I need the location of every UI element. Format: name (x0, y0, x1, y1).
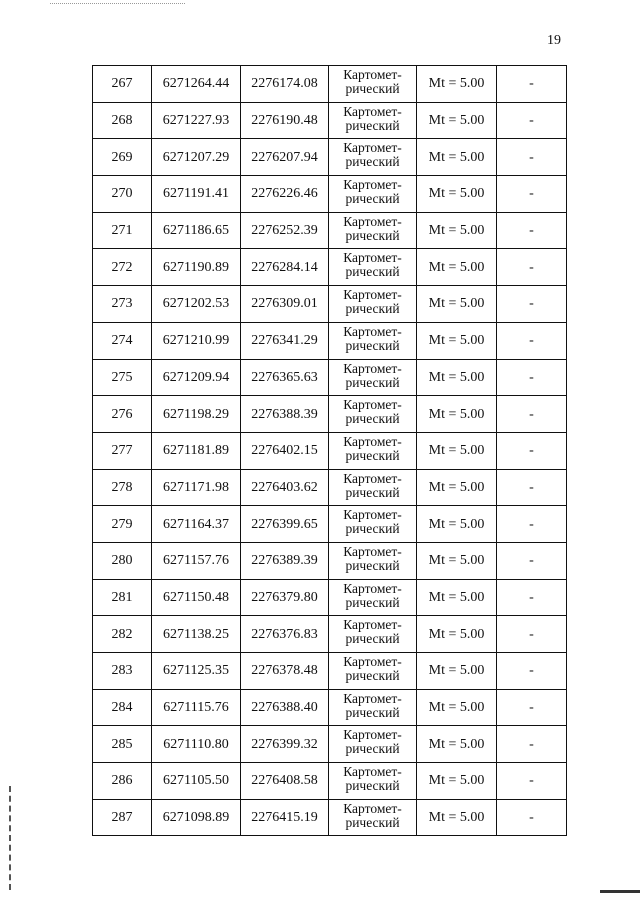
accuracy-cell: Mt = 5.00 (417, 579, 497, 616)
note-cell: - (497, 616, 567, 653)
table-row (93, 542, 567, 579)
method-line: рический (345, 301, 400, 317)
method-line: рический (345, 117, 400, 133)
x-coordinate-cell: 6271171.98 (152, 469, 241, 506)
table-row (93, 66, 567, 103)
accuracy-cell: Mt = 5.00 (417, 286, 497, 323)
note-cell: - (497, 139, 567, 176)
method-cell (329, 799, 417, 836)
method-cell (329, 726, 417, 763)
note-cell: - (497, 432, 567, 469)
method-line: рический (345, 484, 400, 500)
point-number-cell: 273 (93, 286, 152, 323)
method-line: рический (345, 741, 400, 757)
accuracy-cell: Mt = 5.00 (417, 763, 497, 800)
point-number-cell: 284 (93, 689, 152, 726)
method-line: рический (345, 557, 400, 573)
y-coordinate-cell: 2276309.01 (241, 286, 329, 323)
point-number-cell: 286 (93, 763, 152, 800)
point-number-cell: 283 (93, 653, 152, 690)
page-number: 19 (547, 33, 561, 48)
method-line: Картомет- (343, 360, 402, 376)
scan-artifact-top (50, 3, 185, 4)
table-row (93, 726, 567, 763)
x-coordinate-cell: 6271190.89 (152, 249, 241, 286)
method-line: Картомет- (343, 323, 402, 339)
method-line: рический (345, 81, 400, 96)
note-cell: - (497, 579, 567, 616)
accuracy-cell: Mt = 5.00 (417, 322, 497, 359)
method-cell (329, 616, 417, 653)
point-number-cell: 276 (93, 396, 152, 433)
y-coordinate-cell: 2276378.48 (241, 653, 329, 690)
method-line: рический (345, 447, 400, 463)
accuracy-cell: Mt = 5.00 (417, 139, 497, 176)
point-number-cell: 272 (93, 249, 152, 286)
x-coordinate-cell: 6271115.76 (152, 689, 241, 726)
y-coordinate-cell: 2276389.39 (241, 542, 329, 579)
note-cell: - (497, 506, 567, 543)
y-coordinate-cell: 2276399.65 (241, 506, 329, 543)
x-coordinate-cell: 6271186.65 (152, 212, 241, 249)
method-line: рический (345, 411, 400, 427)
table-row (93, 616, 567, 653)
point-number-cell: 277 (93, 432, 152, 469)
coordinates-table (92, 65, 567, 836)
accuracy-cell: Mt = 5.00 (417, 212, 497, 249)
y-coordinate-cell: 2276174.08 (241, 66, 329, 103)
y-coordinate-cell: 2276415.19 (241, 799, 329, 836)
point-number-cell: 282 (93, 616, 152, 653)
method-line: Картомет- (343, 397, 402, 413)
method-line: Картомет- (343, 617, 402, 633)
x-coordinate-cell: 6271209.94 (152, 359, 241, 396)
accuracy-cell: Mt = 5.00 (417, 653, 497, 690)
y-coordinate-cell: 2276207.94 (241, 139, 329, 176)
table-row (93, 799, 567, 836)
method-line: рический (345, 227, 400, 243)
x-coordinate-cell: 6271098.89 (152, 799, 241, 836)
point-number-cell: 268 (93, 102, 152, 139)
table-row (93, 139, 567, 176)
method-cell (329, 102, 417, 139)
method-line: рический (345, 668, 400, 683)
method-line: Картомет- (343, 727, 402, 743)
method-line: Картомет- (343, 287, 402, 303)
method-line: рический (345, 191, 400, 207)
x-coordinate-cell: 6271105.50 (152, 763, 241, 800)
note-cell: - (497, 469, 567, 506)
method-cell (329, 66, 417, 103)
y-coordinate-cell: 2276379.80 (241, 579, 329, 616)
method-line: Картомет- (343, 690, 402, 706)
point-number-cell: 271 (93, 212, 152, 249)
x-coordinate-cell: 6271227.93 (152, 102, 241, 139)
method-line: Картомет- (343, 140, 402, 156)
x-coordinate-cell: 6271210.99 (152, 322, 241, 359)
point-number-cell: 270 (93, 176, 152, 213)
y-coordinate-cell: 2276376.83 (241, 616, 329, 653)
table-row (93, 432, 567, 469)
method-line: рический (345, 337, 400, 353)
x-coordinate-cell: 6271181.89 (152, 432, 241, 469)
method-line: Картомет- (343, 470, 402, 486)
point-number-cell: 274 (93, 322, 152, 359)
method-line: Картомет- (343, 764, 402, 780)
note-cell: - (497, 396, 567, 433)
table-row (93, 249, 567, 286)
note-cell: - (497, 212, 567, 249)
table-row (93, 286, 567, 323)
accuracy-cell: Mt = 5.00 (417, 432, 497, 469)
x-coordinate-cell: 6271138.25 (152, 616, 241, 653)
method-line: Картомет- (343, 543, 402, 559)
y-coordinate-cell: 2276402.15 (241, 432, 329, 469)
point-number-cell: 267 (93, 66, 152, 103)
accuracy-cell: Mt = 5.00 (417, 689, 497, 726)
x-coordinate-cell: 6271150.48 (152, 579, 241, 616)
method-cell (329, 763, 417, 800)
y-coordinate-cell: 2276190.48 (241, 102, 329, 139)
x-coordinate-cell: 6271157.76 (152, 542, 241, 579)
accuracy-cell: Mt = 5.00 (417, 249, 497, 286)
scan-artifact-left (9, 786, 11, 890)
method-cell (329, 506, 417, 543)
method-line: Картомет- (343, 250, 402, 266)
point-number-cell: 275 (93, 359, 152, 396)
method-line: рический (345, 704, 400, 720)
table-row (93, 176, 567, 213)
y-coordinate-cell: 2276226.46 (241, 176, 329, 213)
note-cell: - (497, 689, 567, 726)
table-row (93, 102, 567, 139)
y-coordinate-cell: 2276252.39 (241, 212, 329, 249)
y-coordinate-cell: 2276341.29 (241, 322, 329, 359)
note-cell: - (497, 726, 567, 763)
y-coordinate-cell: 2276284.14 (241, 249, 329, 286)
accuracy-cell: Mt = 5.00 (417, 359, 497, 396)
table-row (93, 579, 567, 616)
method-line: Картомет- (343, 800, 402, 816)
method-cell (329, 396, 417, 433)
table-row (93, 322, 567, 359)
x-coordinate-cell: 6271264.44 (152, 66, 241, 103)
accuracy-cell: Mt = 5.00 (417, 469, 497, 506)
note-cell: - (497, 653, 567, 690)
method-line: Картомет- (343, 507, 402, 523)
method-line: рический (345, 154, 400, 170)
method-line: рический (345, 594, 400, 610)
method-cell (329, 249, 417, 286)
x-coordinate-cell: 6271191.41 (152, 176, 241, 213)
y-coordinate-cell: 2276388.40 (241, 689, 329, 726)
point-number-cell: 285 (93, 726, 152, 763)
method-cell (329, 469, 417, 506)
method-line: рический (345, 778, 400, 794)
x-coordinate-cell: 6271110.80 (152, 726, 241, 763)
x-coordinate-cell: 6271207.29 (152, 139, 241, 176)
method-cell (329, 322, 417, 359)
method-cell (329, 286, 417, 323)
method-line: Картомет- (343, 654, 402, 669)
note-cell: - (497, 799, 567, 836)
method-line: Картомет- (343, 177, 402, 193)
method-line: Картомет- (343, 103, 402, 119)
note-cell: - (497, 176, 567, 213)
table-row (93, 212, 567, 249)
table-row (93, 396, 567, 433)
method-cell (329, 139, 417, 176)
method-line: рический (345, 374, 400, 390)
method-line: рический (345, 814, 400, 830)
note-cell: - (497, 322, 567, 359)
method-line: Картомет- (343, 580, 402, 596)
x-coordinate-cell: 6271125.35 (152, 653, 241, 690)
y-coordinate-cell: 2276365.63 (241, 359, 329, 396)
method-line: Картомет- (343, 67, 402, 82)
method-cell (329, 689, 417, 726)
scan-artifact-bottom (600, 890, 640, 893)
table-row (93, 359, 567, 396)
method-cell (329, 212, 417, 249)
accuracy-cell: Mt = 5.00 (417, 616, 497, 653)
note-cell: - (497, 542, 567, 579)
method-line: рический (345, 521, 400, 537)
note-cell: - (497, 249, 567, 286)
method-line: рический (345, 264, 400, 280)
note-cell: - (497, 102, 567, 139)
method-cell (329, 432, 417, 469)
note-cell: - (497, 286, 567, 323)
method-cell (329, 579, 417, 616)
accuracy-cell: Mt = 5.00 (417, 542, 497, 579)
table-row (93, 469, 567, 506)
table-row (93, 653, 567, 690)
accuracy-cell: Mt = 5.00 (417, 506, 497, 543)
table-row (93, 506, 567, 543)
x-coordinate-cell: 6271198.29 (152, 396, 241, 433)
accuracy-cell: Mt = 5.00 (417, 396, 497, 433)
point-number-cell: 269 (93, 139, 152, 176)
table-row (93, 689, 567, 726)
method-line: рический (345, 631, 400, 647)
point-number-cell: 279 (93, 506, 152, 543)
note-cell: - (497, 359, 567, 396)
y-coordinate-cell: 2276399.32 (241, 726, 329, 763)
accuracy-cell: Mt = 5.00 (417, 102, 497, 139)
method-line: Картомет- (343, 213, 402, 229)
method-cell (329, 653, 417, 690)
point-number-cell: 287 (93, 799, 152, 836)
accuracy-cell: Mt = 5.00 (417, 176, 497, 213)
x-coordinate-cell: 6271202.53 (152, 286, 241, 323)
method-line: Картомет- (343, 433, 402, 449)
table-row (93, 763, 567, 800)
y-coordinate-cell: 2276388.39 (241, 396, 329, 433)
method-cell (329, 359, 417, 396)
coordinates-table-body (93, 66, 567, 836)
y-coordinate-cell: 2276403.62 (241, 469, 329, 506)
note-cell: - (497, 66, 567, 103)
point-number-cell: 280 (93, 542, 152, 579)
y-coordinate-cell: 2276408.58 (241, 763, 329, 800)
accuracy-cell: Mt = 5.00 (417, 799, 497, 836)
note-cell: - (497, 763, 567, 800)
method-cell (329, 542, 417, 579)
point-number-cell: 278 (93, 469, 152, 506)
accuracy-cell: Mt = 5.00 (417, 726, 497, 763)
point-number-cell: 281 (93, 579, 152, 616)
method-cell (329, 176, 417, 213)
x-coordinate-cell: 6271164.37 (152, 506, 241, 543)
accuracy-cell: Mt = 5.00 (417, 66, 497, 103)
